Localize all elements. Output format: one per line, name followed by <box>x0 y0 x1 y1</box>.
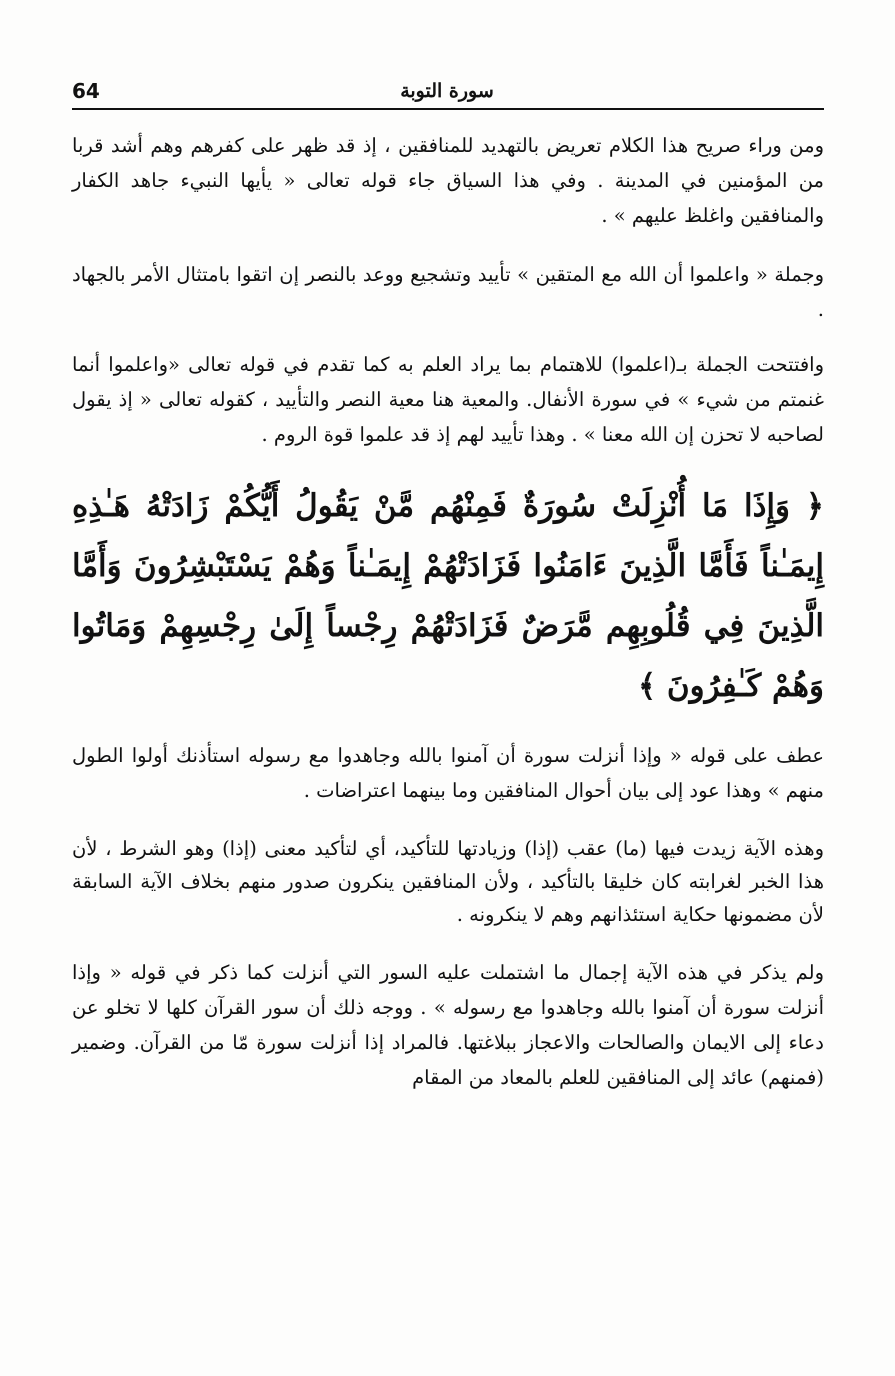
running-title: سورة التوبة <box>400 80 494 102</box>
paragraph-5: وهذه الآية زيدت فيها (ما) عقب (إذا) وزيادتها للتأكيد، أي لتأكيد معنى (إذا) وهو الشرط ، لأن هذا الخبر لغرابته كان خليقا بالتأكيد ، ولأن المنافقين ينكرون صدور منهم بخلاف الآية السابقة لأن مضمونها حكاية استئذانهم وهم لا ينكرونه . <box>72 837 824 926</box>
page-number: 64 <box>72 79 100 103</box>
paragraph-4: عطف على قوله « وإذا أنزلت سورة أن آمنوا بالله وجاهدوا مع رسوله استأذنك أولوا الطول منهم » وهذا عود إلى بيان أحوال المنافقين وما بينهما اعتراضات . <box>72 744 824 802</box>
paragraph-6: ولم يذكر في هذه الآية إجمال ما اشتملت عليه السور التي أنزلت كما ذكر في قوله « وإذا أنزلت سورة أن آمنوا بالله وجاهدوا مع رسوله » . ووجه ذلك أن سور القرآن كلها لا تخلو عن دعاء إلى الايمان والصالحات والاعجاز ببلاغتها. فالمراد إذا أنزلت سورة مّا من القرآن. وضمير (فمنهم) عائد إلى المنافقين للعلم بالمعاد من المقام <box>72 961 824 1089</box>
paragraph-3: وافتتحت الجملة بـ(اعلموا) للاهتمام بما يراد العلم به كما تقدم في قوله تعالى «واعلموا أنما غنمتم من شيء » في سورة الأنفال. والمعية هنا معية النصر والتأييد ، كقوله تعالى « إذ يقول لصاحبه لا تحزن إن الله معنا » . وهذا تأييد لهم إذ قد علموا قوة الروم . <box>72 353 824 446</box>
quran-verse: ﴿ وَإِذَا مَا أُنْزِلَتْ سُورَةٌ فَمِنْهُم مَّنْ يَقُولُ أَيُّكُمْ زَادَتْهُ هَـٰذِهِ إِيمَـٰناً فَأَمَّا الَّذِينَ ءَامَنُوا فَزَادَتْهُمْ إِيمَـٰناً وَهُمْ يَسْتَبْشِرُونَ وَأَمَّا الَّذِينَ فِي قُلُوبِهِم مَّرَضٌ فَزَادَتْهُمْ رِجْساً إِلَىٰ رِجْسِهِمْ وَمَاتُوا وَهُمْ كَـٰفِرُونَ ﴾ <box>72 488 824 704</box>
body-text <box>72 128 824 1119</box>
paragraph-1: ومن وراء صريح هذا الكلام تعريض بالتهديد للمنافقين ، إذ قد ظهر على كفرهم وهم أشد قربا من المؤمنين في المدينة . وفي هذا السياق جاء قوله تعالى « يأيها النبيء جاهد الكفار والمنافقين واغلظ عليهم » . <box>72 134 824 227</box>
header-rule <box>72 108 824 110</box>
page-header <box>72 78 824 108</box>
paragraph-2: وجملة « واعلموا أن الله مع المتقين » تأييد وتشجيع ووعد بالنصر إن اتقوا بامتثال الأمر بالجهاد . <box>72 263 824 321</box>
